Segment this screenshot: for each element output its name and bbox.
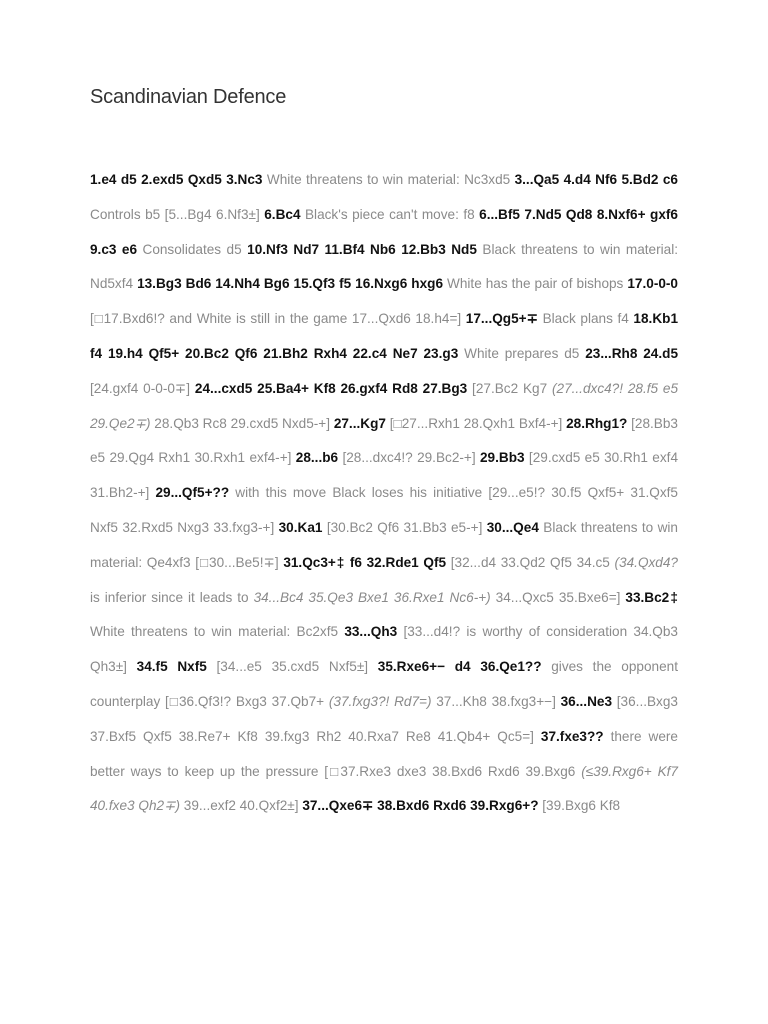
commentary-text: Consolidates d5	[142, 241, 248, 257]
move-text: 35.Rxe6+− d4 36.Qe1??	[377, 659, 552, 675]
commentary-text: gives the opponent counterplay [□36.Qf3!? Bxg3 37.Qb7+	[90, 659, 678, 709]
commentary-text: White threatens to win material: Nc3xd5	[266, 172, 515, 187]
commentary-text: Black's piece can't move: f8	[304, 206, 480, 222]
variation-text: (37.fxg3?! Rd7=)	[328, 693, 437, 709]
commentary-text: White has the pair of bishops	[447, 276, 628, 292]
move-text: 30...Qe4	[486, 519, 544, 535]
commentary-text: Controls b5 [5...Bg4 6.Nf3±]	[90, 206, 265, 222]
commentary-text: Black threatens to win material: Qe4xf3 [□30...Be5!∓]	[90, 519, 678, 570]
commentary-text: [28.Bb3 e5 29.Qg4 Rxh1 30.Rxh1 exf4-+]	[90, 415, 678, 466]
variation-text: 34...Bc4 35.Qe3 Bxe1 36.Rxe1 Nc6-+)	[253, 589, 496, 605]
move-text: 37...Qxe6∓ 38.Bxd6 Rxd6 39.Rxg6+?	[302, 798, 543, 814]
commentary-text: [28...dxc4!? 29.Bc2-+]	[342, 450, 480, 466]
move-text: 34.f5 Nxf5	[136, 659, 217, 675]
commentary-text: [27.Bc2 Kg7	[472, 380, 552, 396]
commentary-text: [39.Bxg6 Kf8	[542, 798, 621, 814]
move-text: 23...Rh8 24.d5	[585, 345, 679, 361]
commentary-text: Black threatens to win material: Nd5xf4	[90, 241, 678, 292]
commentary-text: 39...exf2 40.Qxf2±]	[183, 798, 303, 814]
commentary-text: [32...d4 33.Qd2 Qf5 34.c5	[450, 554, 615, 570]
move-text: 1.e4 d5 2.exd5 Qxd5 3.Nc3	[90, 172, 267, 187]
commentary-text: with this move Black loses his initiative [29...e5!? 30.f5 Qxf5+ 31.Qxf5 Nxf5 32.Rxd5 Nxg3 33.fxg3-+]	[90, 485, 678, 535]
commentary-text: is inferior since it leads to	[90, 589, 254, 605]
move-text: 33.Bc2‡	[625, 589, 678, 605]
commentary-text: [34...e5 35.cxd5 Nxf5±]	[216, 659, 378, 675]
document-title: Scandinavian Defence	[90, 86, 287, 108]
move-text: 17...Qg5+∓	[465, 311, 543, 327]
commentary-text: [□17.Bxd6!? and White is still in the game 17...Qxd6 18.h4=]	[90, 311, 466, 327]
commentary-text: 37...Kh8 38.fxg3+−]	[436, 693, 561, 709]
commentary-text: [24.gxf4 0-0-0∓]	[90, 380, 195, 396]
document-page	[90, 86, 678, 824]
move-text: 18.Kb1 f4 19.h4 Qf5+ 20.Bc2 Qf6 21.Bh2 Rxh4 22.c4 Ne7 23.g3	[90, 311, 678, 361]
move-text: 24...cxd5 25.Ba4+ Kf8 26.gxf4 Rd8 27.Bg3	[194, 380, 473, 396]
move-text: 29.Bb3	[479, 450, 529, 466]
commentary-text: there were better ways to keep up the pressure [□37.Rxe3 dxe3 38.Bxd6 Rxd6 39.Bxg6	[90, 728, 678, 779]
commentary-text: [36...Bxg3 37.Bxf5 Qxf5 38.Re7+ Kf8 39.fxg3 Rh2 40.Rxa7 Re8 41.Qb4+ Qc5=]	[90, 693, 678, 744]
move-text: 13.Bg3 Bd6 14.Nh4 Bg6 15.Qf3 f5 16.Nxg6 hxg6	[137, 276, 447, 292]
commentary-text: 34...Qxc5 35.Bxe6=]	[495, 589, 626, 605]
move-text: 33...Qh3	[344, 624, 404, 640]
commentary-text: 28.Qb3 Rc8 29.cxd5 Nxd5-+]	[154, 415, 334, 431]
move-text: 28...b6	[295, 450, 343, 466]
move-text: 6...Bf5 7.Nd5 Qd8 8.Nxf6+ gxf6 9.c3 e6	[90, 206, 678, 257]
commentary-text: [33...d4!? is worthy of consideration 34.Qb3 Qh3±]	[90, 624, 678, 675]
move-text: 29...Qf5+??	[155, 485, 236, 501]
move-text: 28.Rhg1?	[566, 415, 632, 431]
commentary-text: Black plans f4	[542, 311, 634, 327]
move-text: 27...Kg7	[333, 415, 390, 431]
move-text: 6.Bc4	[264, 206, 305, 222]
commentary-text: White prepares d5	[464, 345, 586, 361]
commentary-text: [29.cxd5 e5 30.Rh1 exf4 31.Bh2-+]	[90, 450, 679, 501]
commentary-text: White threatens to win material: Bc2xf5	[90, 624, 345, 640]
move-text: 36...Ne3	[560, 693, 617, 709]
move-text: 31.Qc3+‡ f6 32.Rde1 Qf5	[283, 554, 451, 570]
variation-text: (27...dxc4?! 28.f5 e5 29.Qe2∓)	[90, 380, 679, 431]
move-text: 37.fxe3??	[540, 728, 611, 744]
move-text: 10.Nf3 Nd7 11.Bf4 Nb6 12.Bb3 Nd5	[247, 241, 483, 257]
commentary-text: [30.Bc2 Qf6 31.Bb3 e5-+]	[326, 519, 487, 535]
move-text: 30.Ka1	[278, 519, 327, 535]
move-text: 17.0-0-0	[627, 276, 678, 292]
game-notation	[90, 163, 678, 824]
commentary-text: [□27...Rxh1 28.Qxh1 Bxf4-+]	[389, 415, 567, 431]
variation-text: (34.Qxd4?	[614, 554, 678, 570]
move-text: 3...Qa5 4.d4 Nf6 5.Bd2 c6	[514, 172, 678, 187]
variation-text: (≤39.Rxg6+ Kf7 40.fxe3 Qh2∓)	[90, 763, 678, 814]
